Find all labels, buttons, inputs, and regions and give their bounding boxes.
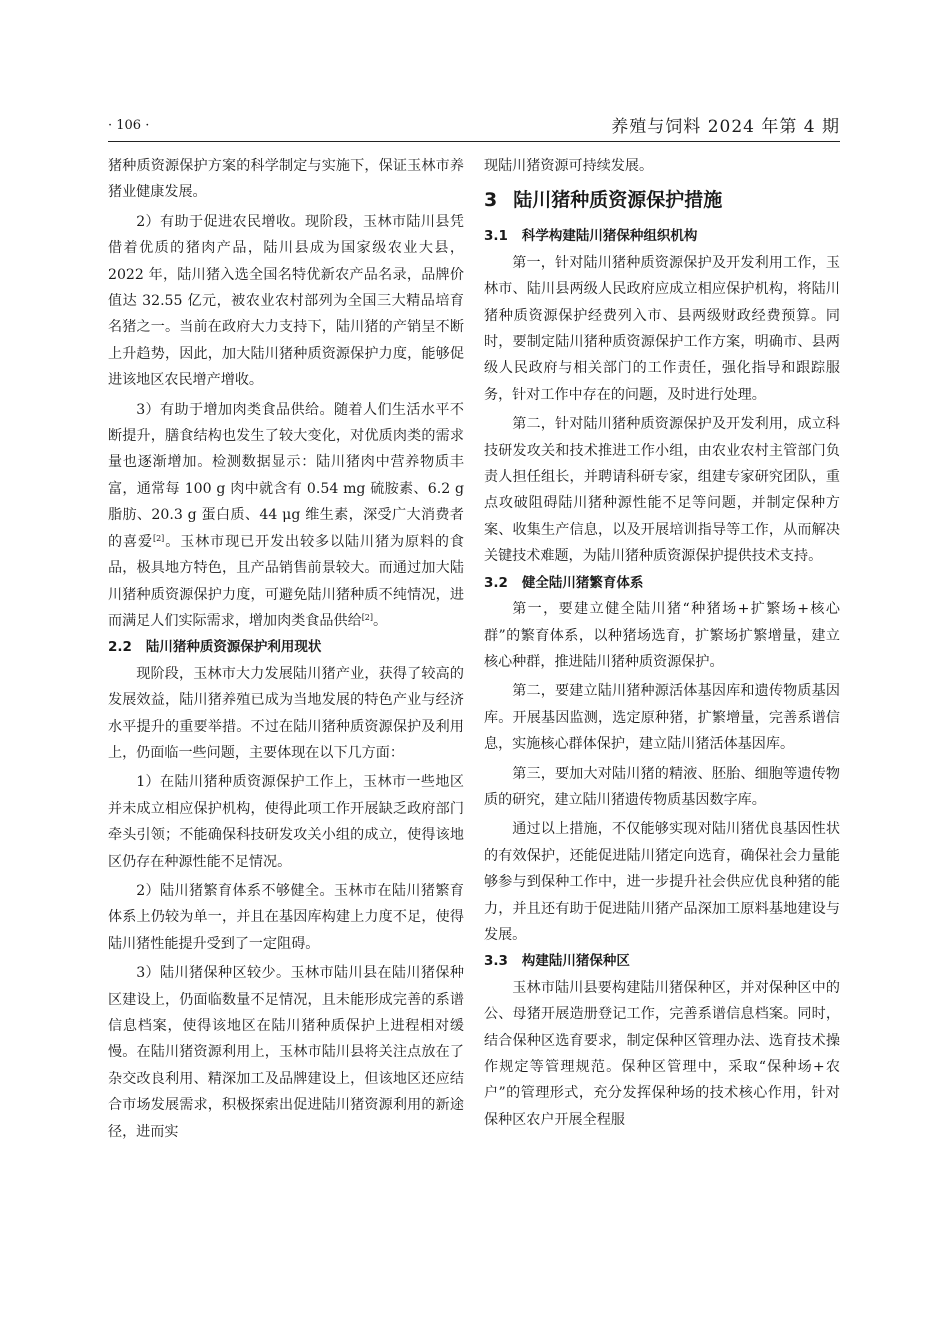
heading-title: 陆川猪种质资源保护利用现状 [145, 639, 322, 656]
citation-ref: [2] [152, 533, 165, 543]
paragraph: 玉林市陆川县要构建陆川猪保种区，并对保种区中的公、母猪开展造册登记工作，完善系谱信息档案。同时，结合保种区选育要求，制定保种区管理办法、选育技术操作规定等管理规范。保种区管理中，采取“保种场+农户”的管理形式，充分发挥保种场的技术核心作用，针对保种区农户开展全程服 [484, 979, 840, 1128]
heading-number: 3 [484, 189, 498, 212]
paragraph: 现阶段，玉林市大力发展陆川猪产业，获得了较高的发展效益，陆川猪养殖已成为当地发展的特色产业与经济水平提升的重要举措。不过在陆川猪种质资源保护及利用上，仍面临一些问题，主要体现在以下几方面： [108, 665, 464, 761]
subsection-heading [484, 223, 840, 249]
paragraph: 通过以上措施，不仅能够实现对陆川猪优良基因性状的有效保护，还能促进陆川猪定向选育，确保社会力量能够参与到保种工作中，进一步提升社会供应优良种猪的能力，并且还有助于促进陆川猪产品深加工原料基地建设与发展。 [484, 821, 840, 943]
citation-ref: [2] [361, 612, 374, 622]
header-rule [108, 141, 840, 142]
paragraph [108, 397, 464, 635]
paragraph: 第一，针对陆川猪种质资源保护及开发利用工作，玉林市、陆川县两级人民政府应成立相应保护机构，将陆川猪种质资源保护经费列入市、县两级财政经费预算。同时，要制定陆川猪种质资源保护工作方案，明确市、县两级人民政府与相关部门的工作责任，强化指导和跟踪服务，针对工作中存在的问题，及时进行处理。 [484, 254, 840, 403]
heading-number: 3.2 [484, 574, 508, 591]
heading-number: 3.3 [484, 953, 508, 970]
heading-number: 2.2 [108, 639, 132, 656]
heading-title: 科学构建陆川猪保种组织机构 [521, 228, 698, 245]
paragraph: 第三，要加大对陆川猪的精液、胚胎、细胞等遗传物质的研究，建立陆川猪遗传物质基因数字库。 [484, 765, 840, 808]
paragraph: 2）有助于促进农民增收。现阶段，玉林市陆川县凭借着优质的猪肉产品，陆川县成为国家级农业大县，2022 年，陆川猪入选全国名特优新农产品名录，品牌价值达 32.55 亿元，被农业农村部列为全国三大精品培育名猪之一。当前在政府大力支持下，陆川猪的产销呈不断上升趋势，因此，加大陆川猪种质资源保护力度，能够促进该地区农民增产增收。 [108, 213, 464, 389]
paragraph: 第一，要建立健全陆川猪“种猪场+扩繁场+核心群”的繁育体系，以种猪场选育，扩繁场扩繁增量，建立核心种群，推进陆川猪种质资源保护。 [484, 601, 840, 670]
paragraph: 第二，针对陆川猪种质资源保护及开发利用，成立科技研发攻关和技术推进工作小组，由农业农村主管部门负责人担任组长，并聘请科研专家，组建专家研究团队，重点攻破阻碍陆川猪种源性能不足等问题，并制定保种方案、收集生产信息，以及开展培训指导等工作，从而解决关键技术难题，为陆川猪种质资源保护提供技术支持。 [484, 416, 840, 565]
subsection-heading [484, 570, 840, 596]
section-heading [484, 185, 840, 215]
page-header [108, 108, 840, 142]
subsection-heading [108, 634, 464, 660]
left-column [108, 153, 464, 1145]
paragraph: 第二，要建立陆川猪种源活体基因库和遗传物质基因库。开展基因监测，选定原种猪，扩繁增量，完善系谱信息，实施核心群体保护，建立陆川猪活体基因库。 [484, 683, 840, 753]
paragraph: 3）陆川猪保种区较少。玉林市陆川县在陆川猪保种区建设上，仍面临数量不足情况，且未能形成完善的系谱信息档案，使得该地区在陆川猪种质保护上进程相对缓慢。在陆川猪资源利用上，玉林市陆川县将关注点放在了杂交改良利用、精深加工及品牌建设上，但该地区还应结合市场发展需求，积极探索出促进陆川猪资源利用的新途径，进而实 [108, 965, 464, 1140]
heading-title: 陆川猪种质资源保护措施 [513, 189, 723, 212]
paragraph: 2）陆川猪繁育体系不够健全。玉林市在陆川猪繁育体系上仍较为单一，并且在基因库构建上力度不足，使得陆川猪性能提升受到了一定阻碍。 [108, 882, 464, 952]
paragraph-text: 3）有助于增加肉类食品供给。随着人们生活水平不断提升，膳食结构也发生了较大变化，对优质肉类的需求量也逐渐增加。检测数据显示：陆川猪肉中营养物质丰富，通常每 100 g 肉中就含有 0.54 mg 硫胺素、6.2 g 脂肪、20.3 g 蛋白质、44 μg 维生素，深受广大消费者的喜爱 [108, 401, 464, 550]
paragraph: 猪种质资源保护方案的科学制定与实施下，保证玉林市养猪业健康发展。 [108, 158, 464, 201]
heading-number: 3.1 [484, 228, 508, 245]
journal-title: 养殖与饲料 2024 年第 4 期 [611, 117, 840, 137]
heading-title: 构建陆川猪保种区 [521, 953, 630, 970]
paragraph: 现陆川猪资源可持续发展。 [484, 158, 654, 174]
paragraph-text: 。玉林市现已开发出较多以陆川猪为原料的食品，极具地方特色，且产品销售前景较大。而通过加大陆川猪种质资源保护力度，可避免陆川猪种质不纯情况，进而满足人们实际需求，增加肉类食品供给 [108, 533, 465, 629]
page-number: · 106 · [108, 118, 150, 133]
right-column [484, 153, 840, 1133]
subsection-heading [484, 948, 840, 974]
heading-title: 健全陆川猪繁育体系 [521, 574, 644, 591]
paragraph-text: 。 [373, 612, 388, 629]
paragraph: 1）在陆川猪种质资源保护工作上，玉林市一些地区并未成立相应保护机构，使得此项工作开展缺乏政府部门牵头引领；不能确保科技研发攻关小组的成立，使得该地区仍存在种源性能不足情况。 [108, 774, 464, 870]
